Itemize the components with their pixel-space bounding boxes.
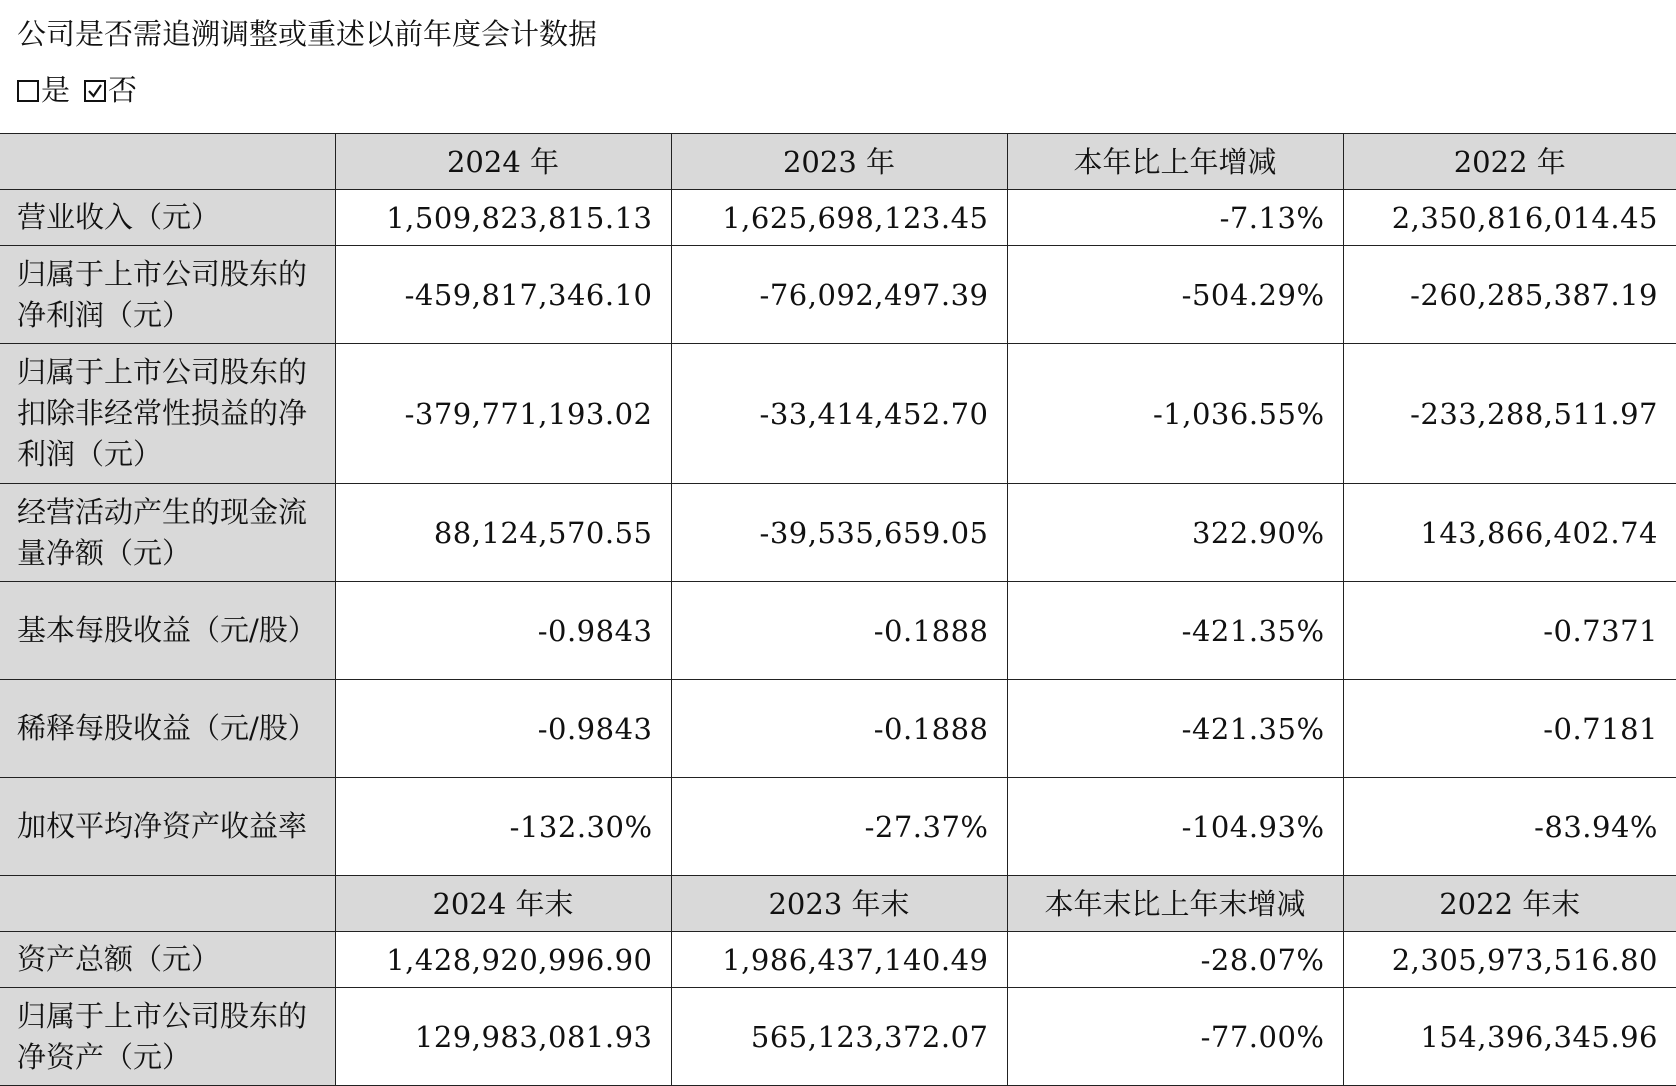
option-yes[interactable] (17, 70, 70, 110)
row-label: 营业收入（元） (0, 190, 335, 246)
value-cell: -233,288,511.97 (1343, 344, 1676, 484)
row-label: 资产总额（元） (0, 932, 335, 988)
header-row-annual (0, 134, 1676, 190)
value-cell: 1,625,698,123.45 (671, 190, 1007, 246)
value-cell: 1,986,437,140.49 (671, 932, 1007, 988)
row-label: 加权平均净资产收益率 (0, 778, 335, 876)
column-header: 2023 年 (671, 134, 1007, 190)
column-header: 2022 年 (1343, 134, 1676, 190)
checked-box-icon[interactable] (84, 80, 106, 102)
header-blank-cell (0, 134, 335, 190)
table-row (0, 680, 1676, 778)
table-row (0, 932, 1676, 988)
table-row (0, 344, 1676, 484)
answer-options (17, 70, 151, 110)
value-cell: -104.93% (1007, 778, 1343, 876)
value-cell: -0.9843 (335, 680, 671, 778)
value-cell: -0.1888 (671, 582, 1007, 680)
header-blank-cell (0, 876, 335, 932)
row-label: 稀释每股收益（元/股） (0, 680, 335, 778)
value-cell: -1,036.55% (1007, 344, 1343, 484)
row-label: 经营活动产生的现金流量净额（元） (0, 484, 335, 582)
value-cell: 322.90% (1007, 484, 1343, 582)
column-header: 本年末比上年末增减 (1007, 876, 1343, 932)
column-header: 2024 年末 (335, 876, 671, 932)
value-cell: -27.37% (671, 778, 1007, 876)
table-body (0, 134, 1676, 1086)
table-row (0, 484, 1676, 582)
value-cell: -421.35% (1007, 680, 1343, 778)
value-cell: 88,124,570.55 (335, 484, 671, 582)
value-cell: -504.29% (1007, 246, 1343, 344)
row-label: 归属于上市公司股东的净利润（元） (0, 246, 335, 344)
value-cell: -28.07% (1007, 932, 1343, 988)
value-cell: -421.35% (1007, 582, 1343, 680)
value-cell: -459,817,346.10 (335, 246, 671, 344)
header-row-year-end (0, 876, 1676, 932)
value-cell: 1,509,823,815.13 (335, 190, 671, 246)
column-header: 2023 年末 (671, 876, 1007, 932)
value-cell: 2,350,816,014.45 (1343, 190, 1676, 246)
option-no-label: 否 (108, 73, 138, 107)
value-cell: 154,396,345.96 (1343, 988, 1676, 1086)
column-header: 2024 年 (335, 134, 671, 190)
option-no[interactable] (84, 70, 137, 110)
value-cell: -7.13% (1007, 190, 1343, 246)
unchecked-box-icon[interactable] (17, 80, 39, 102)
key-financial-data-table (0, 133, 1676, 1086)
column-header: 本年比上年增减 (1007, 134, 1343, 190)
value-cell: -83.94% (1343, 778, 1676, 876)
value-cell: -0.7181 (1343, 680, 1676, 778)
row-label: 归属于上市公司股东的扣除非经常性损益的净利润（元） (0, 344, 335, 484)
value-cell: -33,414,452.70 (671, 344, 1007, 484)
table-row (0, 190, 1676, 246)
value-cell: -260,285,387.19 (1343, 246, 1676, 344)
value-cell: -132.30% (335, 778, 671, 876)
row-label: 归属于上市公司股东的净资产（元） (0, 988, 335, 1086)
column-header: 2022 年末 (1343, 876, 1676, 932)
value-cell: -0.9843 (335, 582, 671, 680)
value-cell: -76,092,497.39 (671, 246, 1007, 344)
row-label: 基本每股收益（元/股） (0, 582, 335, 680)
value-cell: 565,123,372.07 (671, 988, 1007, 1086)
disclosure-question: 公司是否需追溯调整或重述以前年度会计数据 (17, 17, 598, 51)
value-cell: 1,428,920,996.90 (335, 932, 671, 988)
option-yes-label: 是 (41, 73, 71, 107)
value-cell: -0.1888 (671, 680, 1007, 778)
value-cell: -379,771,193.02 (335, 344, 671, 484)
table-row (0, 778, 1676, 876)
table-row (0, 582, 1676, 680)
value-cell: -77.00% (1007, 988, 1343, 1086)
value-cell: 143,866,402.74 (1343, 484, 1676, 582)
value-cell: -39,535,659.05 (671, 484, 1007, 582)
value-cell: 129,983,081.93 (335, 988, 671, 1086)
table-row (0, 246, 1676, 344)
value-cell: -0.7371 (1343, 582, 1676, 680)
value-cell: 2,305,973,516.80 (1343, 932, 1676, 988)
table-row (0, 988, 1676, 1086)
